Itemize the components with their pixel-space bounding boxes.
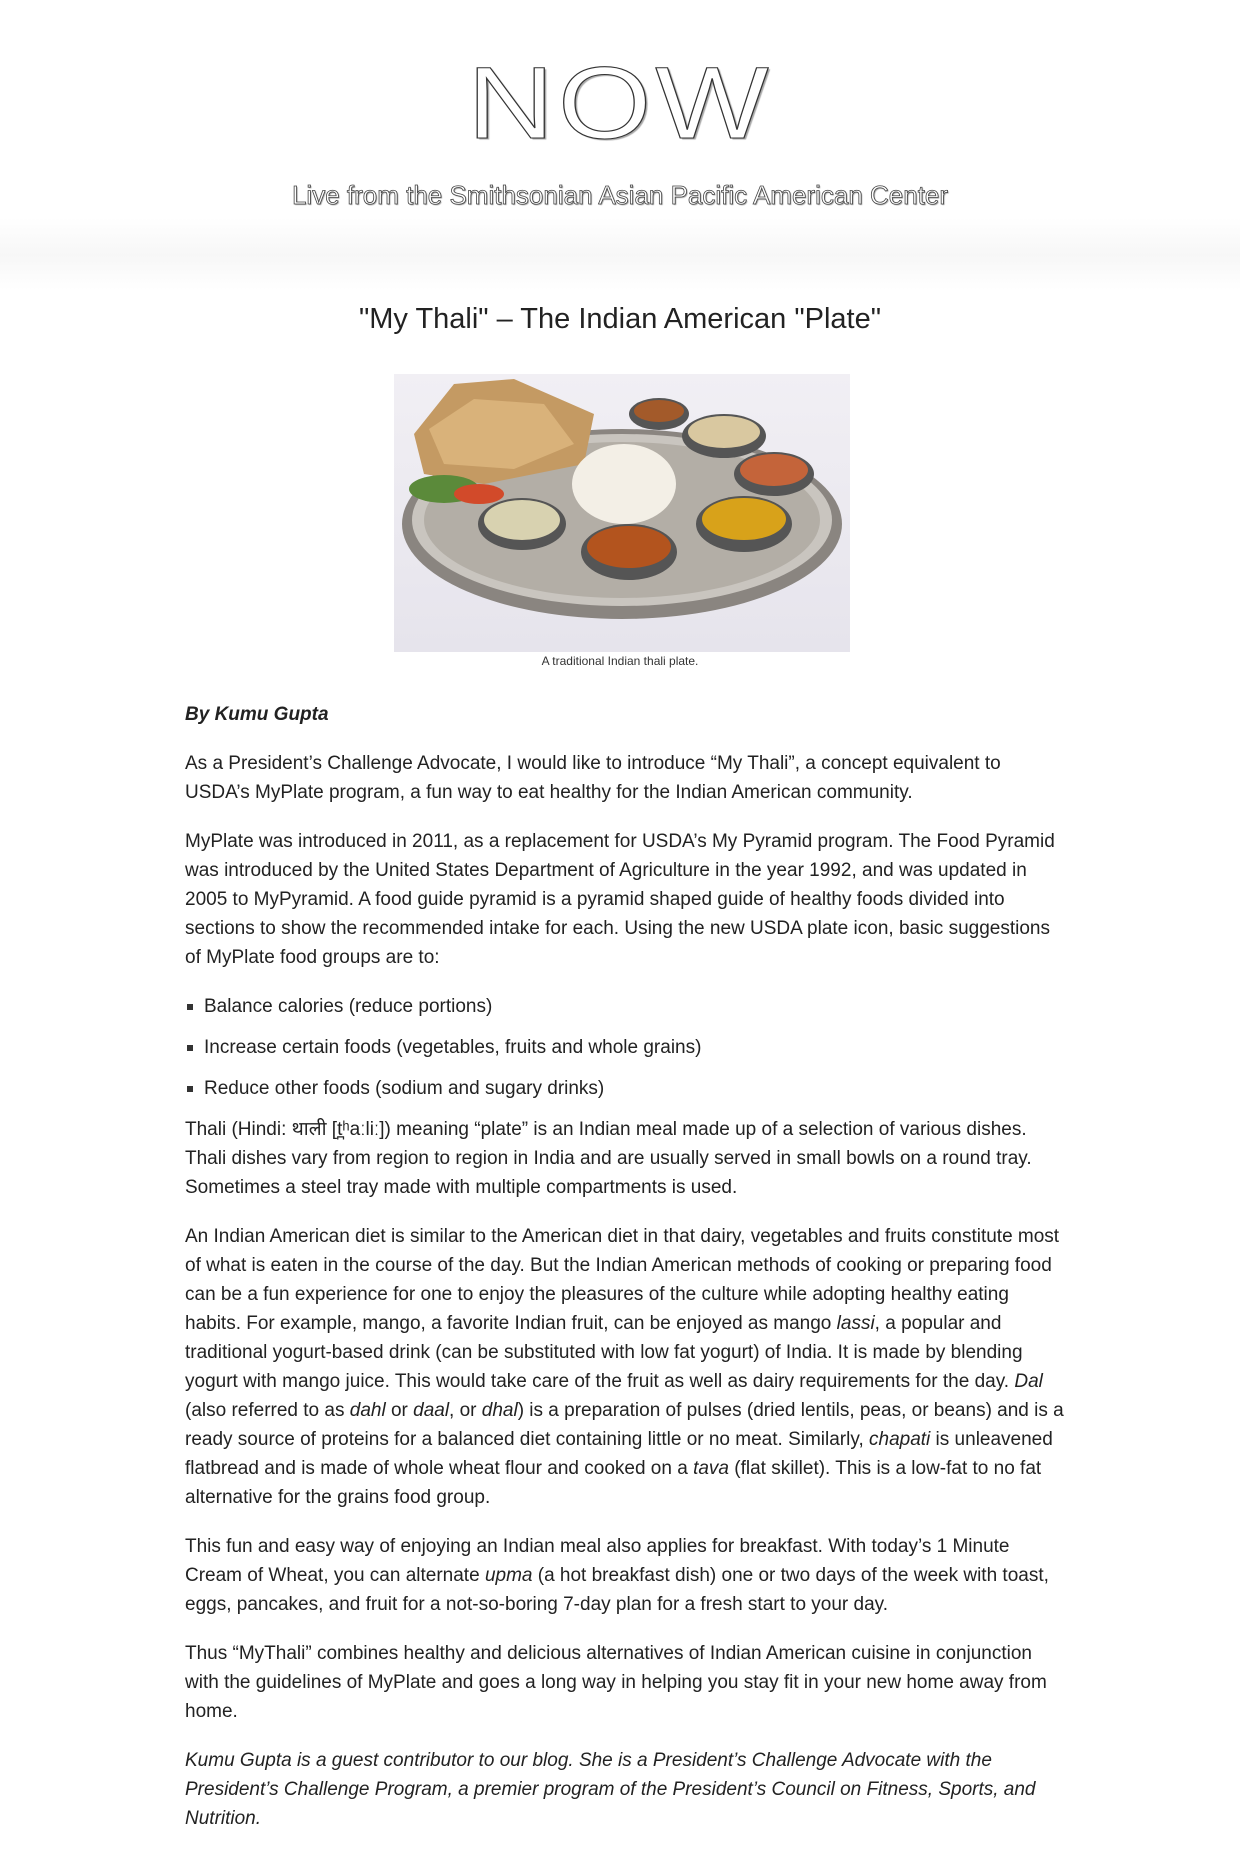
thali-plate-image [394, 374, 850, 652]
text: (also referred to as [185, 1400, 350, 1421]
text: (flat skillet). This is a low-fat to no fat alternative for the grains food group. [185, 1458, 1042, 1508]
paragraph [185, 1222, 1065, 1512]
text: (a hot breakfast dish) one or two days of the week with toast, eggs, pancakes, and fruit for a not-so-boring 7-day plan for a fresh start to your day. [185, 1565, 1049, 1615]
image-caption: A traditional Indian thali plate. [541, 654, 699, 668]
text: As a President’s Challenge Advocate, I would like to introduce “My Thali”, a concept equivalent to USDA’s MyPlate program, a fun way to eat healthy for the Indian American community. [185, 753, 1001, 803]
italic-text: daal [413, 1400, 450, 1421]
italic-text: tava [693, 1458, 729, 1479]
italic-text: upma [484, 1565, 533, 1586]
italic-text: dahl [349, 1400, 386, 1421]
article-body [185, 700, 1065, 1853]
article-content [185, 749, 1065, 1833]
text: ) is a preparation of pulses (dried lentils, peas, or beans) and is a ready source of proteins for a balanced diet containing little or no meat. Similarly, [185, 1400, 1064, 1450]
page-title: "My Thali" – The Indian American "Plate" [358, 303, 882, 335]
text: MyPlate was introduced in 2011, as a replacement for USDA’s My Pyramid program. The Food Pyramid was introduced by the United States Department of Agriculture in the year 1992, and was updated in 2005 to MyPyramid. A food guide pyramid is a pyramid shaped guide of healthy foods divided into sections to show the recommended intake for each. Using the new USDA plate icon, basic suggestions of MyPlate food groups are to: [185, 831, 1055, 968]
bullet-list [185, 992, 1065, 1103]
now-logo[interactable]: NOW [467, 46, 773, 160]
italic-text: lassi [836, 1313, 875, 1334]
text: An Indian American diet is similar to the American diet in that dairy, vegetables and fruits constitute most of what is eaten in the course of the day. But the Indian American methods of cooking or preparing food can be a fun experience for one to enjoy the pleasures of the culture while adopting healthy eating habits. For example, mango, a favorite Indian fruit, can be enjoyed as mango [185, 1226, 1060, 1334]
paragraph [185, 1532, 1065, 1619]
site-header [0, 0, 1240, 290]
paragraph [185, 1746, 1065, 1833]
text: or [385, 1400, 414, 1421]
italic-text: chapati [869, 1429, 931, 1450]
paragraph [185, 749, 1065, 807]
text: Thus “MyThali” combines healthy and delicious alternatives of Indian American cuisine in conjunction with the guidelines of MyPlate and goes a long way in helping you stay fit in your new home away from home. [185, 1643, 1047, 1722]
list-item: Reduce other foods (sodium and sugary drinks) [185, 1074, 1065, 1103]
site-subtitle: Live from the Smithsonian Asian Pacific American Center [291, 180, 949, 210]
list-item: Balance calories (reduce portions) [185, 992, 1065, 1021]
italic-text: Kumu Gupta is a guest contributor to our blog. She is a President’s Challenge Advocate with the President’s Challenge Program, a premier program of the President’s Council on Fitness, Sports, and Nutrition. [185, 1750, 1036, 1829]
italic-text: dhal [481, 1400, 518, 1421]
text: , a popular and traditional yogurt-based drink (can be substituted with low fat yogurt) of India. It is made by blending yogurt with mango juice. This would take care of the fruit as well as dairy requirements for the day. [185, 1313, 1023, 1392]
text: Thali (Hindi: थाली [t̪ʰaːliː]) meaning “plate” is an Indian meal made up of a selection of various dishes. Thali dishes vary from region to region in India and are usually served in small bowls on a round tray. Sometimes a steel tray made with multiple compartments is used. [185, 1119, 1032, 1198]
text: is unleavened flatbread and is made of whole wheat flour and cooked on a [185, 1429, 1053, 1479]
text: , or [449, 1400, 482, 1421]
byline: By Kumu Gupta [185, 704, 329, 725]
paragraph [185, 1639, 1065, 1726]
text: This fun and easy way of enjoying an Indian meal also applies for breakfast. With today’s 1 Minute Cream of Wheat, you can alternate [185, 1536, 1010, 1586]
list-item: Increase certain foods (vegetables, fruits and whole grains) [185, 1033, 1065, 1062]
italic-text: Dal [1014, 1371, 1043, 1392]
paragraph [185, 827, 1065, 972]
paragraph [185, 1115, 1065, 1202]
